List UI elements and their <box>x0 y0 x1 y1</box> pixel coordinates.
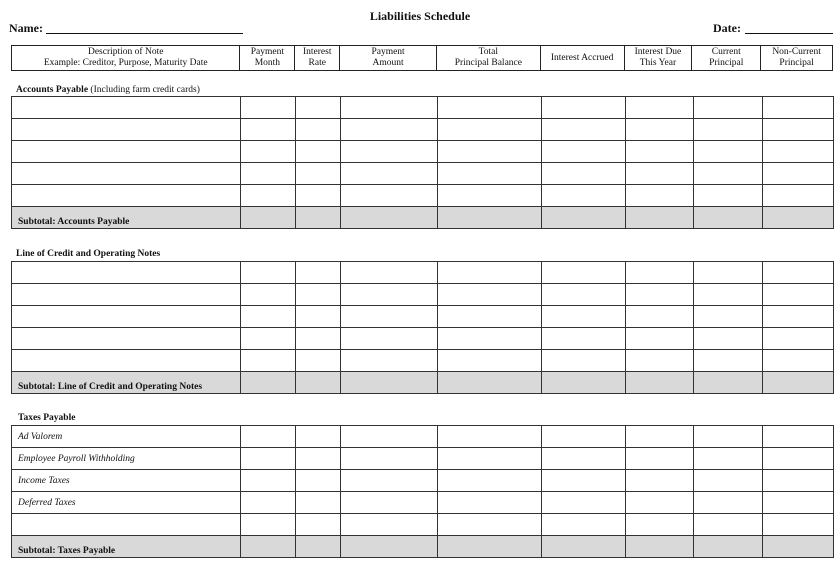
col-header-interest-accrued: Interest Accrued <box>541 46 625 70</box>
col-header-current-principal: Current Principal <box>692 46 761 70</box>
tax-item-label: Income Taxes <box>12 470 241 492</box>
section-title-taxes-payable: Taxes Payable <box>18 413 76 423</box>
taxes-payable-table <box>11 425 834 558</box>
section-title-text: Accounts Payable <box>16 85 89 95</box>
table-row[interactable] <box>12 163 834 185</box>
line-of-credit-table <box>11 261 834 394</box>
table-row[interactable] <box>12 141 834 163</box>
page-title: Liabilities Schedule <box>369 9 471 23</box>
table-row[interactable] <box>12 470 834 492</box>
subtotal-row-line-of-credit <box>12 372 834 394</box>
table-row[interactable] <box>12 426 834 448</box>
column-header-row <box>11 45 833 71</box>
subtotal-row-taxes-payable <box>12 536 834 558</box>
subtotal-label: Subtotal: Accounts Payable <box>12 207 241 229</box>
table-row[interactable] <box>12 350 834 372</box>
table-row[interactable] <box>12 185 834 207</box>
table-row[interactable] <box>12 306 834 328</box>
col-header-total-principal: Total Principal Balance <box>437 46 541 70</box>
section-title-line-of-credit: Line of Credit and Operating Notes <box>16 249 161 259</box>
table-row[interactable] <box>12 328 834 350</box>
name-label: Name: <box>9 21 43 35</box>
col-header-description: Description of Note Example: Creditor, Purpose, Maturity Date <box>12 46 240 70</box>
tax-item-label: Deferred Taxes <box>12 492 241 514</box>
tax-item-label: Ad Valorem <box>12 426 241 448</box>
col-header-payment-amount: Payment Amount <box>340 46 437 70</box>
table-row[interactable] <box>12 262 834 284</box>
date-label: Date: <box>713 21 741 35</box>
col-header-interest-rate: Interest Rate <box>295 46 340 70</box>
subtotal-label: Subtotal: Taxes Payable <box>12 536 241 558</box>
col-header-interest-due: Interest Due This Year <box>625 46 693 70</box>
table-row[interactable] <box>12 119 834 141</box>
table-row[interactable] <box>12 448 834 470</box>
date-field-line[interactable] <box>745 33 833 34</box>
table-row[interactable] <box>12 492 834 514</box>
col-header-noncurrent-principal: Non-Current Principal <box>772 47 821 68</box>
section-title-accounts-payable <box>16 85 200 95</box>
table-row[interactable] <box>12 97 834 119</box>
name-field-line[interactable] <box>46 33 243 34</box>
col-header-payment-month: Payment Month <box>240 46 295 70</box>
table-row[interactable] <box>12 514 834 536</box>
table-row[interactable] <box>12 284 834 306</box>
accounts-payable-table <box>11 96 834 229</box>
subtotal-label: Subtotal: Line of Credit and Operating Notes <box>12 372 241 394</box>
tax-item-label: Employee Payroll Withholding <box>12 448 241 470</box>
subtotal-row-accounts-payable <box>12 207 834 229</box>
section-title-note: (Including farm credit cards) <box>90 85 200 95</box>
